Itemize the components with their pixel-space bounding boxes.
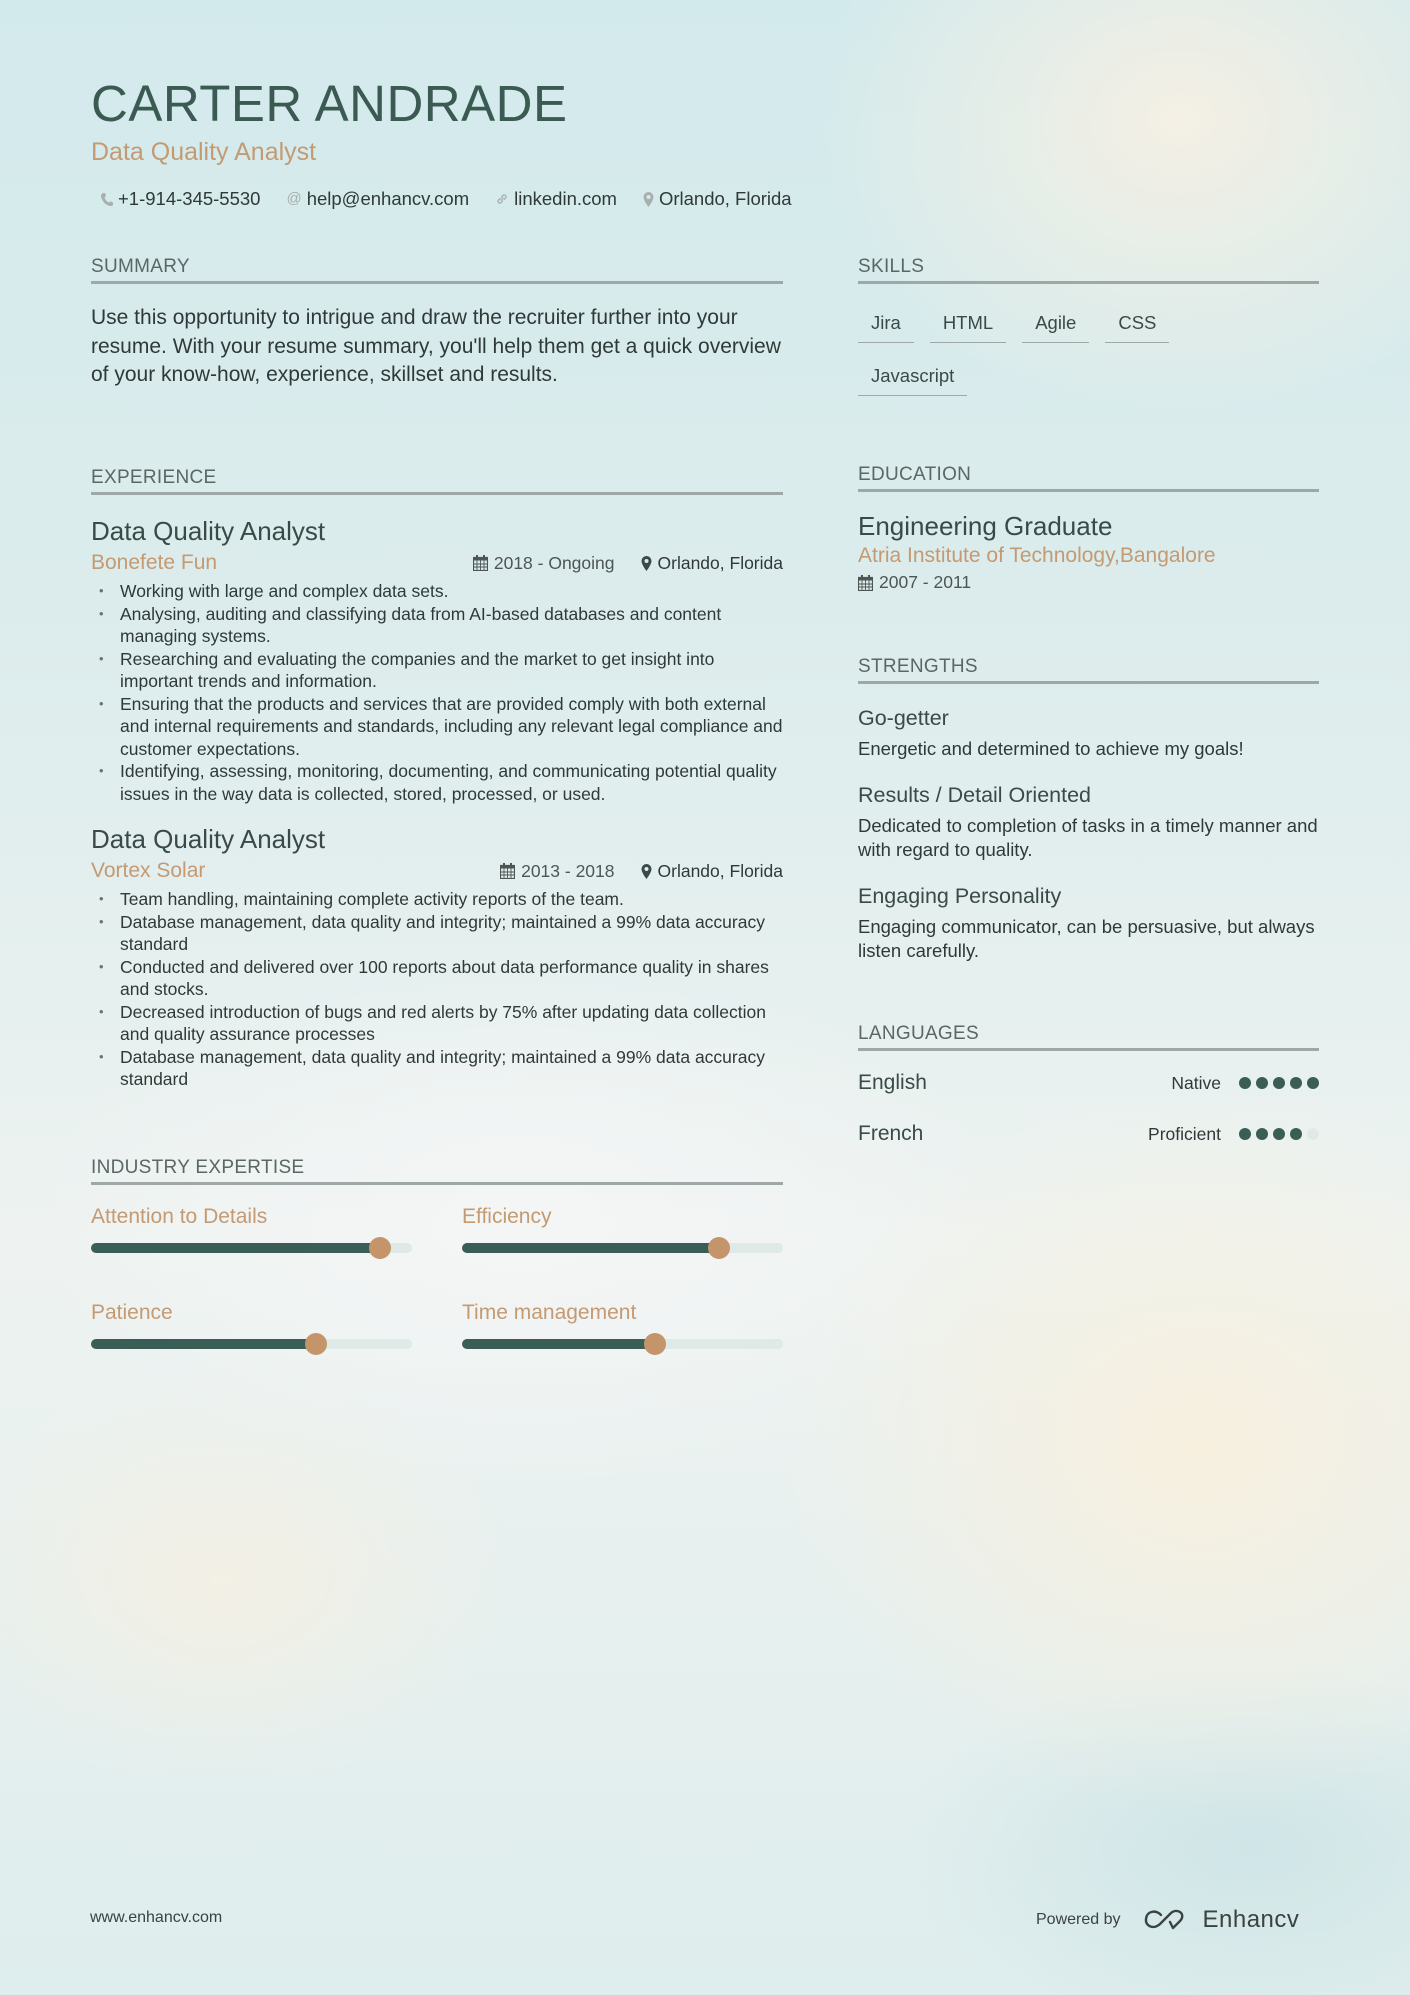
summary-section [91,255,783,390]
strength-title: Go-getter [858,706,949,730]
education-degree: Engineering Graduate [858,511,1113,541]
rating-dot-empty [1307,1128,1319,1140]
strength-title: Engaging Personality [858,884,1062,908]
job-bullets [91,580,783,805]
education-heading: EDUCATION [858,463,1319,492]
language-level-group [1171,1073,1319,1094]
expertise-bar [91,1339,412,1349]
expertise-item [91,1203,412,1253]
contact-bar [100,187,792,211]
skills-list [858,306,1258,396]
languages-heading: LANGUAGES [858,1022,1319,1051]
language-name: English [858,1071,927,1094]
job-bullets [91,888,783,1091]
expertise-bar [462,1243,783,1253]
rating-dot-filled [1239,1077,1251,1089]
candidate-name: CARTER ANDRADE [91,75,568,132]
expertise-knob [644,1333,666,1355]
education-school: Atria Institute of Technology,Bangalore [858,544,1216,567]
skill-tag: Agile [1022,306,1089,343]
footer-website-link[interactable]: www.enhancv.com [90,1909,223,1926]
language-name: French [858,1122,924,1145]
expertise-bar-fill [462,1243,719,1253]
rating-dot-filled [1256,1128,1268,1140]
email-text: help@enhancv.com [306,188,470,209]
education-dates [858,572,1319,593]
expertise-label: Time management [462,1301,637,1324]
candidate-title: Data Quality Analyst [91,138,317,166]
expertise-grid [91,1203,783,1349]
summary-text: Use this opportunity to intrigue and draw the recruiter further into your resume. With your resume summary, you'll help them get a quick overview of your know-how, experience, skillset and results. [91,306,781,386]
job-meta [91,549,783,577]
strengths-section [858,655,1319,963]
skill-tag: Jira [858,306,914,343]
job-title: Data Quality Analyst [91,824,326,854]
skills-section [858,255,1319,396]
bullet-item: • Database management, data quality and integrity; maintained a 99% data accuracy standard [91,1046,783,1091]
bullet-item: • Researching and evaluating the companies and the market to get insight into important trends and information. [91,648,783,693]
strength-item [858,704,1319,761]
job-dates-text: 2018 - Ongoing [493,552,615,573]
rating-dot-filled [1256,1077,1268,1089]
rating-dot-filled [1290,1128,1302,1140]
location-pin-icon [641,556,652,571]
calendar-icon [858,575,873,591]
bullet-item: • Decreased introduction of bugs and red alerts by 75% after updating data collection and quality assurance processes [91,1001,783,1046]
job-meta-right [473,553,783,574]
company-name: Bonefete Fun [91,551,218,574]
calendar-icon [473,555,488,571]
strengths-heading: STRENGTHS [858,655,1319,684]
skill-tag: HTML [930,306,1006,343]
enhancv-logo [1143,1906,1300,1934]
expertise-bar [91,1243,412,1253]
language-level: Proficient [1148,1123,1221,1144]
calendar-icon [500,863,515,879]
rating-dot-filled [1239,1128,1251,1140]
rating-dot-filled [1307,1077,1319,1089]
expertise-bar-fill [91,1243,380,1253]
job-location [641,861,783,882]
strength-description: Energetic and determined to achieve my goals! [858,738,1244,759]
expertise-bar-fill [462,1339,655,1349]
summary-heading: SUMMARY [91,255,783,284]
phone-text: +1-914-345-5530 [118,188,261,209]
skill-tag: Javascript [858,359,967,396]
language-rating-dots [1239,1077,1319,1089]
enhancv-logo-icon [1143,1908,1191,1932]
strength-item [858,781,1319,862]
job-dates [500,861,614,882]
job-location [641,553,783,574]
language-rating-dots [1239,1128,1319,1140]
at-icon: @ [286,190,302,207]
job-title: Data Quality Analyst [91,516,326,546]
location-text: Orlando, Florida [658,188,792,209]
expertise-knob [369,1237,391,1259]
contact-location [643,187,792,211]
expertise-bar [462,1339,783,1349]
job-meta-right [500,861,783,882]
expertise-knob [708,1237,730,1259]
rating-dot-filled [1273,1128,1285,1140]
languages-section [858,1022,1319,1149]
job-entry [91,823,783,1091]
industry-expertise-section [91,1156,783,1349]
bullet-item: • Conducted and delivered over 100 reports about data performance quality in shares and stocks. [91,956,783,1001]
expertise-bar-fill [91,1339,316,1349]
education-dates-text: 2007 - 2011 [879,572,972,592]
enhancv-brand-text: Enhancv [1202,1906,1300,1933]
expertise-item [462,1299,783,1349]
strength-title: Results / Detail Oriented [858,783,1092,807]
job-meta [91,857,783,885]
location-pin-icon [641,864,652,879]
contact-linkedin[interactable] [495,187,617,211]
expertise-item [91,1299,412,1349]
powered-by-label: Powered by [1036,1911,1121,1928]
bullet-item: • Ensuring that the products and services that are provided comply with both external and internal requirements and standards, including any relevant legal compliance and customer expectations. [91,693,783,761]
rating-dot-filled [1290,1077,1302,1089]
industry-expertise-heading: INDUSTRY EXPERTISE [91,1156,783,1185]
strength-item [858,882,1319,963]
job-location-text: Orlando, Florida [657,860,783,881]
job-entry [91,515,783,805]
link-icon [495,192,509,206]
strength-description: Engaging communicator, can be persuasive, but always listen carefully. [858,916,1315,961]
experience-heading: EXPERIENCE [91,466,783,495]
expertise-item [462,1203,783,1253]
skill-tag: CSS [1105,306,1169,343]
strength-description: Dedicated to completion of tasks in a timely manner and with regard to quality. [858,815,1318,860]
contact-phone[interactable] [100,187,260,211]
language-row [858,1119,1319,1149]
job-location-text: Orlando, Florida [657,552,783,573]
expertise-label: Efficiency [462,1205,552,1228]
language-level: Native [1171,1072,1221,1093]
rating-dot-filled [1273,1077,1285,1089]
bullet-item: • Analysing, auditing and classifying data from AI-based databases and content managing systems. [91,603,783,648]
skills-heading: SKILLS [858,255,1319,284]
contact-email[interactable] [286,187,469,211]
expertise-knob [305,1333,327,1355]
phone-icon [100,192,113,207]
education-section [858,463,1319,593]
bullet-item: • Database management, data quality and integrity; maintained a 99% data accuracy standard [91,911,783,956]
bullet-item: • Working with large and complex data sets. [91,580,783,603]
powered-by[interactable] [1036,1906,1299,1934]
experience-section [91,466,783,1091]
expertise-label: Attention to Details [91,1205,268,1228]
expertise-label: Patience [91,1301,173,1324]
language-row [858,1068,1319,1098]
bullet-item: • Identifying, assessing, monitoring, documenting, and communicating potential quality issues in the way data is collected, stored, processed, or used. [91,760,783,805]
job-dates-text: 2013 - 2018 [521,860,615,881]
location-pin-icon [643,192,654,207]
company-name: Vortex Solar [91,859,206,882]
language-level-group [1148,1124,1319,1145]
linkedin-text: linkedin.com [514,188,617,209]
bullet-item: • Team handling, maintaining complete activity reports of the team. [91,888,783,911]
job-dates [473,553,615,574]
